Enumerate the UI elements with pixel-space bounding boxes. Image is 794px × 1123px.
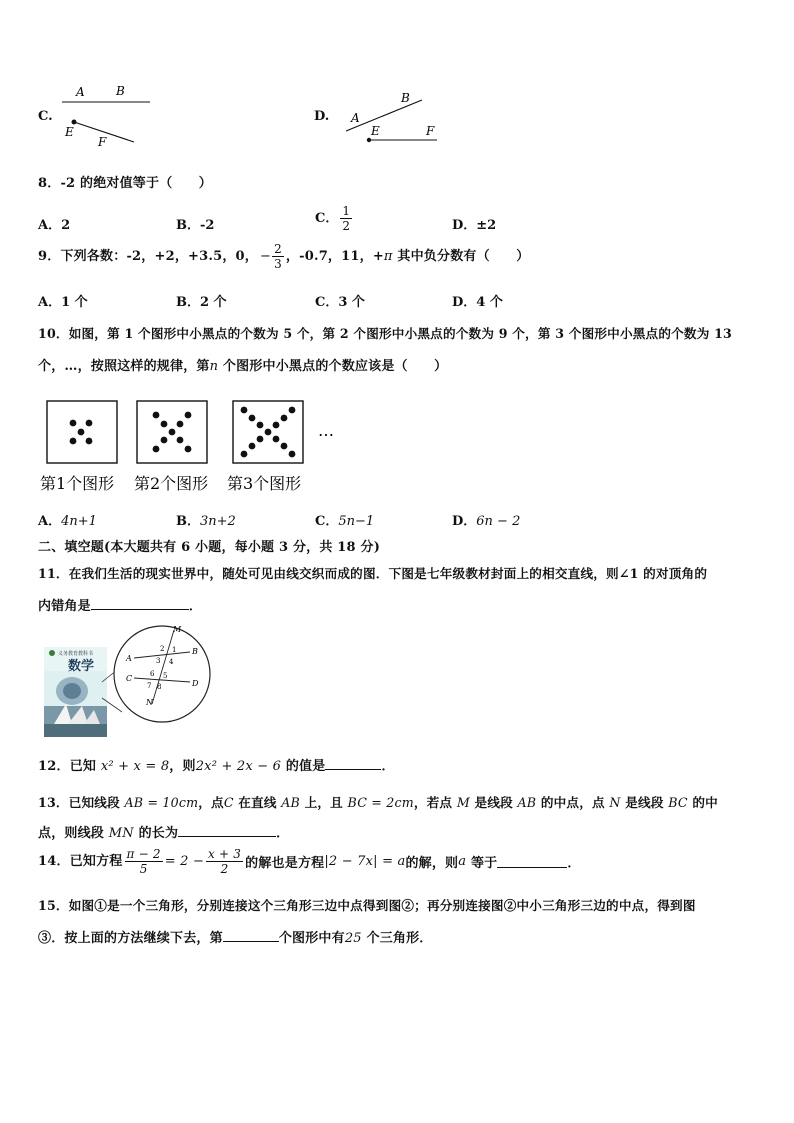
point-label-e: E <box>371 124 380 138</box>
q9-option-a[interactable]: A．1 个 <box>38 295 88 310</box>
q9-option-c[interactable]: C．3 个 <box>315 295 365 310</box>
svg-text:1: 1 <box>172 646 177 654</box>
section-2-title: 二、填空题(本大题共有 6 小题，每小题 3 分，共 18 分) <box>38 540 381 555</box>
q13-answer-blank[interactable] <box>178 824 276 837</box>
q8-option-c-fraction: $\frac{1}{2}$ <box>342 204 350 233</box>
q11-stem-line2: 内错角是 ． <box>38 599 203 614</box>
q7-option-c-figure <box>56 80 156 152</box>
point-label-b: B <box>116 84 125 98</box>
svg-text:N: N <box>146 698 153 707</box>
figure-2-caption: 第2个图形 <box>134 474 209 493</box>
figure-ellipsis: … <box>318 421 334 440</box>
q12-expression: 2x² + 2x − 6 <box>195 759 282 774</box>
svg-text:A: A <box>126 654 132 663</box>
q12-stem: 12．已知 x² + x = 8，则2x² + 2x − 6 的值是 ． <box>38 759 395 774</box>
q7-option-d-figure <box>334 86 444 148</box>
svg-text:8: 8 <box>157 683 162 691</box>
book-title: 数学 <box>68 659 95 674</box>
point-label-a: A <box>76 85 85 99</box>
svg-text:B: B <box>192 647 198 656</box>
svg-text:2: 2 <box>160 645 165 653</box>
q10-stem-line2: 个，…，按照这样的规律，第n 个图形中小黑点的个数应该是（ ） <box>38 359 448 374</box>
q14-fraction-2: $\frac{x + 3}{2}$ <box>208 847 242 876</box>
figure-3-caption: 第3个图形 <box>227 474 302 493</box>
svg-text:6: 6 <box>150 670 155 678</box>
q9-option-d[interactable]: D．4 个 <box>452 295 503 310</box>
svg-text:C: C <box>126 674 133 683</box>
svg-text:5: 5 <box>163 672 168 680</box>
q8-option-d[interactable]: D．±2 <box>452 218 497 233</box>
publisher-logo-icon <box>49 650 55 656</box>
q14-fraction-1: $\frac{\pi - 2}{5}$ <box>126 847 161 876</box>
pi-symbol: π <box>383 249 393 264</box>
q10-option-d[interactable]: D．6n − 2 <box>452 514 521 529</box>
point-label-b: B <box>401 91 410 105</box>
q10-dot-pattern-figures <box>40 398 360 496</box>
point-label-a: A <box>351 111 360 125</box>
svg-text:7: 7 <box>147 682 152 690</box>
q15-stem-line1: 15．如图①是一个三角形，分别连接这个三角形三边中点得到图②；再分别连接图②中小三角形三边的中点，得到图 <box>38 898 696 913</box>
q8-stem: 8．-2 的绝对值等于（ ） <box>38 176 213 191</box>
point-label-f: F <box>98 135 107 149</box>
q9-stem: 9．下列各数：-2，+2，+3.5，0， − $\frac{2}{3}$ ，-0.7，11，+π 其中负分数有（ ） <box>38 242 530 271</box>
q7-option-d-label: D. <box>314 109 330 124</box>
point-label-f: F <box>426 124 435 138</box>
figure-1-caption: 第1个图形 <box>40 474 115 493</box>
q15-stem-line2: ③．按上面的方法继续下去，第 个图形中有25 个三角形． <box>38 931 433 946</box>
q10-option-a[interactable]: A．4n+1 <box>38 514 97 529</box>
q10-option-c[interactable]: C．5n−1 <box>315 514 375 529</box>
q11-answer-blank[interactable] <box>91 597 189 610</box>
q14-answer-blank[interactable] <box>497 855 567 868</box>
q8-option-c-label: C． <box>315 211 339 226</box>
q13-stem-line2: 点，则线段 MN 的长为 ． <box>38 826 290 841</box>
q9-negative-fraction: − $\frac{2}{3}$ <box>259 242 282 271</box>
q15-answer-blank[interactable] <box>223 929 279 942</box>
svg-text:3: 3 <box>156 657 161 665</box>
svg-text:D: D <box>192 679 199 688</box>
book-publisher: 义务教育教科书 <box>58 651 94 657</box>
q12-equation-1: x² + x = 8 <box>100 759 170 774</box>
q7-option-c-label: C. <box>38 109 53 124</box>
svg-text:4: 4 <box>169 658 174 666</box>
q8-option-b[interactable]: B．-2 <box>176 218 215 233</box>
q11-stem-line1: 11．在我们生活的现实世界中，随处可见由线交织而成的图．下图是七年级教材封面上的相交直线，则∠1 的对顶角的 <box>38 566 708 581</box>
q8-option-c[interactable] <box>315 205 354 232</box>
q9-option-b[interactable]: B．2 个 <box>176 295 227 310</box>
q13-stem-line1: 13．已知线段 AB = 10cm，点C 在直线 AB 上，且 BC = 2cm，若点 M 是线段 AB 的中点，点 N 是线段 BC 的中 <box>38 795 718 810</box>
q10-option-b[interactable]: B．3n+2 <box>176 514 236 529</box>
point-label-e: E <box>65 125 74 139</box>
q11-textbook-figure <box>42 620 214 740</box>
q14-absolute-value-equation: |2 − 7x| = a <box>324 854 406 869</box>
q12-answer-blank[interactable] <box>325 757 381 770</box>
q8-option-a[interactable]: A．2 <box>38 218 71 233</box>
svg-text:M: M <box>173 625 182 634</box>
q10-stem-line1: 10．如图，第 1 个图形中小黑点的个数为 5 个，第 2 个图形中小黑点的个数为 9 个，第 3 个图形中小黑点的个数为 13 <box>38 326 733 341</box>
q14-stem: 14．已知方程 $\frac{\pi - 2}{5}$ = 2 − $\frac{x + 3}{2}$ 的解也是方程|2 − 7x| = a的解，则a 等于 ． <box>38 847 581 876</box>
